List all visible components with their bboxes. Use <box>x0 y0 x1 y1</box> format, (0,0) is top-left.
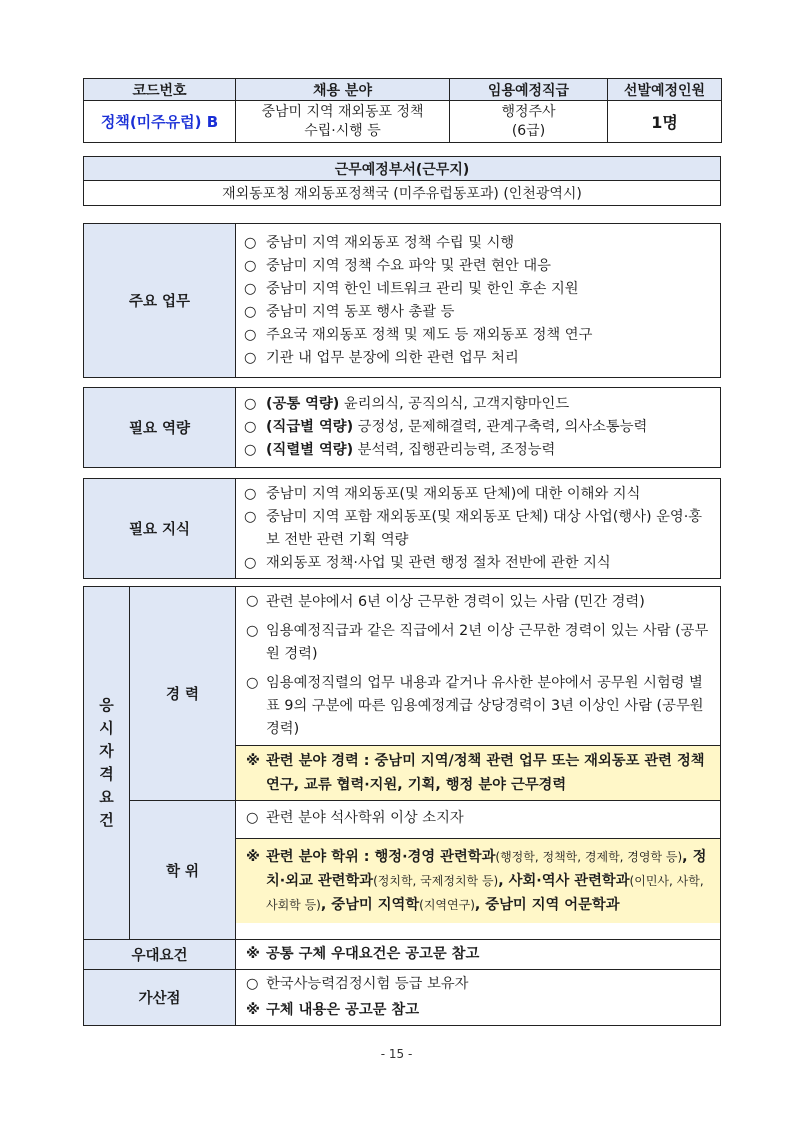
competency-key: (공통 역량) <box>266 396 340 412</box>
career-note <box>236 745 720 800</box>
reference-mark-icon: ※ <box>246 849 260 865</box>
degree-part-detail: (지역연구) <box>419 898 475 912</box>
knowledge-label: 필요 지식 <box>84 479 236 579</box>
list-item <box>244 324 714 347</box>
dept-value: 재외동포청 재외동포정책국 (미주유럽동포과) (인천광역시) <box>84 181 721 206</box>
knowledge-text: 재외동포 정책·사업 및 관련 행정 절차 전반에 관한 지식 <box>266 554 611 571</box>
circle-icon: ○ <box>244 326 257 343</box>
knowledge-list <box>236 480 720 578</box>
code-value: 정책(미주유럽) B <box>84 101 236 143</box>
col-grade-header: 임용예정직급 <box>450 79 608 101</box>
circle-icon: ○ <box>246 976 259 992</box>
knowledge-table <box>83 478 721 579</box>
circle-icon: ○ <box>246 593 259 609</box>
duties-table <box>83 223 721 378</box>
circle-icon: ○ <box>244 349 257 366</box>
degree-cell <box>236 801 721 940</box>
header-table <box>83 78 722 143</box>
label-char: 요 <box>99 788 114 806</box>
field-line2: 수립·시행 등 <box>304 122 381 139</box>
degree-part-detail: (정치학, 국제정치학 등) <box>373 874 499 888</box>
degree-part-bold: 행정·경영 관련학과 <box>374 849 496 865</box>
competency-key: (직렬별 역량) <box>266 442 354 458</box>
page-number: - 15 - <box>380 1047 413 1061</box>
career-text: 임용예정직급과 같은 직급에서 2년 이상 근무한 경력이 있는 사람 (공무원 경력) <box>266 623 709 662</box>
duty-text: 기관 내 업무 분장에 의한 관련 업무 처리 <box>266 349 519 366</box>
duty-text: 중남미 지역 재외동포 정책 수립 및 시행 <box>266 234 515 251</box>
list-item <box>244 278 714 301</box>
list-item <box>244 506 714 552</box>
grade-value <box>450 101 608 143</box>
count-value: 1명 <box>608 101 722 143</box>
col-field-header: 채용 분야 <box>236 79 450 101</box>
competency-text: 긍정성, 문제해결력, 관계구축력, 의사소통능력 <box>353 419 648 435</box>
circle-icon: ○ <box>244 419 257 435</box>
list-item <box>244 347 714 370</box>
circle-icon: ○ <box>244 303 257 320</box>
circle-icon: ○ <box>246 675 259 691</box>
knowledge-cell <box>236 479 721 579</box>
label-char: 시 <box>99 719 114 737</box>
list-item <box>236 801 720 838</box>
degree-label: 학 위 <box>130 801 236 940</box>
list-item <box>244 232 714 255</box>
list-item <box>244 439 714 462</box>
career-text: 임용예정직렬의 업무 내용과 같거나 유사한 분야에서 공무원 시험령 별표 9의 구분에 따른 임용예정계급 상당경력이 3년 이상인 사람 (공무원 경력) <box>266 675 704 737</box>
label-char: 응 <box>99 696 114 714</box>
career-text: 관련 분야에서 6년 이상 근무한 경력이 있는 사람 (민간 경력) <box>266 594 645 610</box>
duty-text: 주요국 재외동포 정책 및 제도 등 재외동포 정책 연구 <box>266 326 593 343</box>
list-item <box>244 552 714 575</box>
list-item <box>244 255 714 278</box>
bonus-note <box>236 999 720 1025</box>
career-note-text: 관련 분야 경력 : 중남미 지역/정책 관련 업무 또는 재외동포 관련 정책 연구, 교류 협력·지원, 기획, 행정 분야 근무경력 <box>266 753 705 793</box>
duty-text: 중남미 지역 한인 네트워크 관리 및 한인 후손 지원 <box>266 280 579 297</box>
list-item <box>244 393 714 416</box>
label-char: 격 <box>99 765 114 783</box>
degree-note <box>236 838 720 923</box>
circle-icon: ○ <box>244 485 257 502</box>
circle-icon: ○ <box>244 257 257 274</box>
label-char: 자 <box>99 742 114 760</box>
list-item <box>244 483 714 506</box>
field-value <box>236 101 450 143</box>
duties-cell <box>236 224 721 378</box>
preference-cell <box>236 940 721 970</box>
circle-icon: ○ <box>246 623 259 639</box>
duty-text: 중남미 지역 정책 수요 파악 및 관련 현안 대응 <box>266 257 551 274</box>
qualification-label <box>84 587 130 940</box>
circle-icon: ○ <box>244 234 257 251</box>
competency-text: 윤리의식, 공직의식, 고객지향마인드 <box>339 396 570 412</box>
list-item <box>244 416 714 439</box>
bonus-text: 한국사능력검정시험 등급 보유자 <box>266 976 469 992</box>
preference-note <box>236 940 720 969</box>
preference-text: 공통 구체 우대요건은 공고문 참고 <box>266 946 480 962</box>
dept-title: 근무예정부서(근무지) <box>84 157 721 181</box>
duties-list <box>236 229 720 373</box>
col-count-header: 선발예정인원 <box>608 79 722 101</box>
circle-icon: ○ <box>246 810 259 826</box>
degree-part-detail: (행정학, 정책학, 경제학, 경영학 등) <box>495 850 683 864</box>
competency-text: 분석력, 집행관리능력, 조정능력 <box>353 442 556 458</box>
list-item <box>236 587 720 617</box>
list-item <box>236 970 720 999</box>
reference-mark-icon: ※ <box>246 753 260 769</box>
degree-note-prefix: 관련 분야 학위 : <box>266 849 375 865</box>
knowledge-text: 중남미 지역 재외동포(및 재외동포 단체)에 대한 이해와 지식 <box>266 485 641 502</box>
circle-icon: ○ <box>244 442 257 458</box>
knowledge-text: 중남미 지역 포함 재외동포(및 재외동포 단체) 대상 사업(행사) 운영·홍보 전반 관련 기획 역량 <box>266 508 703 548</box>
bonus-cell <box>236 970 721 1026</box>
dept-table <box>83 156 721 206</box>
col-code-header: 코드번호 <box>84 79 236 101</box>
competency-label: 필요 역량 <box>84 388 236 468</box>
list-item <box>236 617 720 669</box>
grade-line1: 행정주사 <box>501 103 556 120</box>
competency-cell <box>236 388 721 468</box>
degree-part-bold: , 정치·외교 관련학과 <box>266 849 707 889</box>
competency-key: (직급별 역량) <box>266 419 354 435</box>
degree-part-bold: , 중남미 지역 어문학과 <box>474 897 620 913</box>
degree-part-bold: , 사회·역사 관련학과 <box>498 873 630 889</box>
preference-label: 우대요건 <box>84 940 236 970</box>
field-line1: 중남미 지역 재외동포 정책 <box>261 103 424 120</box>
duties-label: 주요 업무 <box>84 224 236 378</box>
competency-list <box>236 390 720 465</box>
bonus-note-text: 구체 내용은 공고문 참고 <box>266 1002 420 1018</box>
circle-icon: ○ <box>244 554 257 571</box>
reference-mark-icon: ※ <box>246 946 260 962</box>
career-label: 경 력 <box>130 587 236 801</box>
degree-part-bold: , 중남미 지역학 <box>320 897 420 913</box>
list-item <box>244 301 714 324</box>
degree-text: 관련 분야 석사학위 이상 소지자 <box>266 810 464 826</box>
circle-icon: ○ <box>244 280 257 297</box>
label-char: 건 <box>99 811 114 829</box>
circle-icon: ○ <box>244 508 257 525</box>
qualification-table <box>83 586 721 1026</box>
duty-text: 중남미 지역 동포 행사 총괄 등 <box>266 303 455 320</box>
bonus-label: 가산점 <box>84 970 236 1026</box>
list-item <box>236 669 720 745</box>
grade-line2: (6급) <box>511 122 546 139</box>
competency-table <box>83 387 721 468</box>
degree-part-detail: (이민사, 사학, 사회학 등) <box>266 874 704 912</box>
career-cell <box>236 587 721 801</box>
circle-icon: ○ <box>244 396 257 412</box>
reference-mark-icon: ※ <box>246 1002 260 1018</box>
